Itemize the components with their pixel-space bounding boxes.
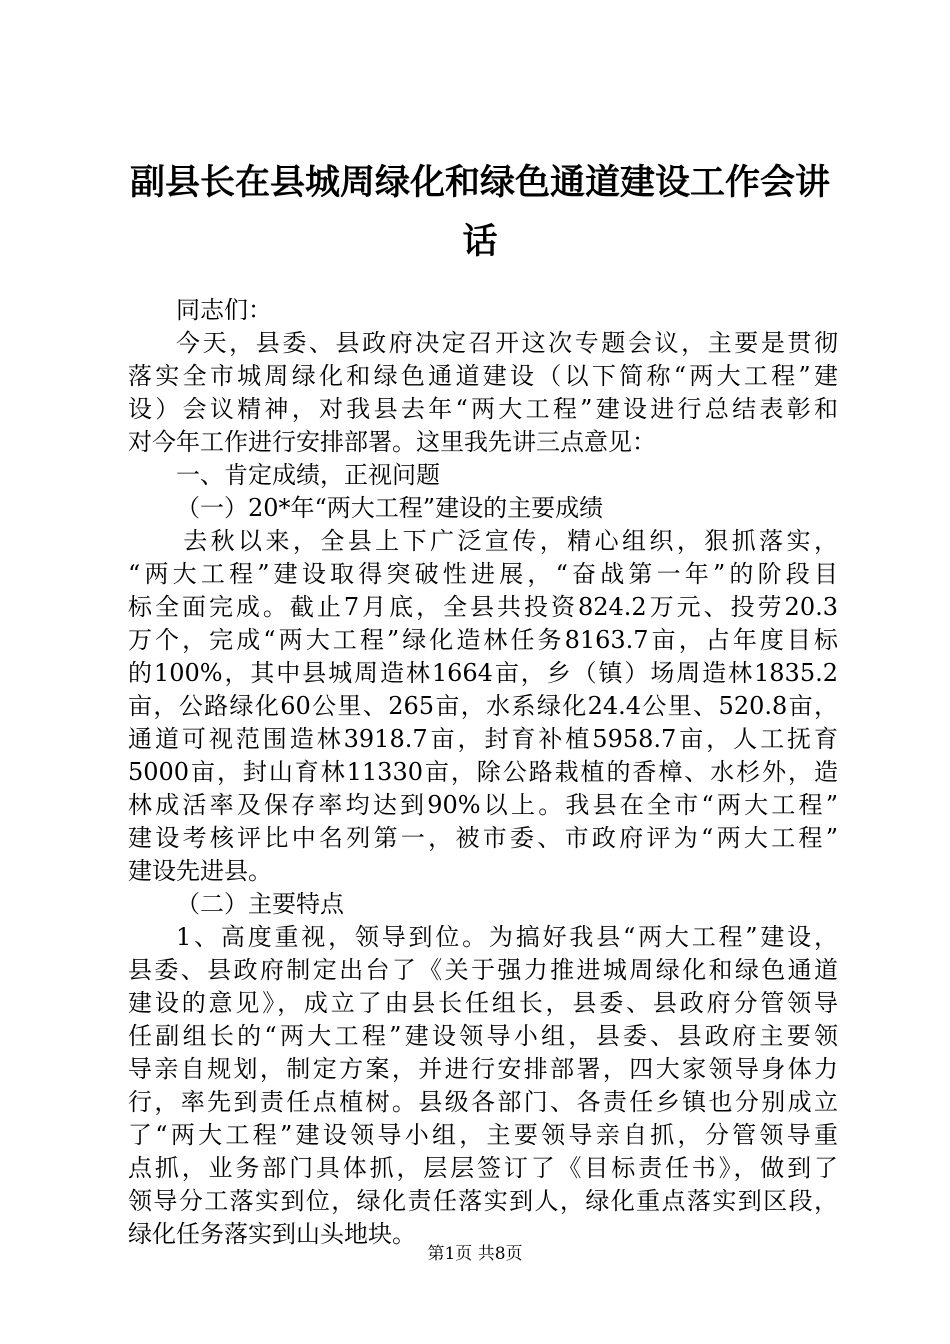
body-text-line: 落实全市城周绿化和绿色通道建设（以下简称“两大工程”建 bbox=[128, 362, 838, 390]
body-text-line: 5000亩，封山育林11330亩，除公路栽植的香樟、水杉外，造 bbox=[128, 758, 838, 786]
body-text-line: 任副组长的“两大工程”建设领导小组，县委、县政府主要领 bbox=[128, 1022, 838, 1050]
body-text-line: 亩，公路绿化60公里、265亩，水系绿化24.4公里、520.8亩， bbox=[128, 692, 838, 720]
body-text-line: 建设考核评比中名列第一，被市委、市政府评为“两大工程” bbox=[128, 824, 838, 852]
body-text-line: 1、高度重视，领导到位。为搞好我县“两大工程”建设， bbox=[176, 923, 838, 951]
body-text-line: 导亲自规划，制定方案，并进行安排部署，四大家领导身体力 bbox=[128, 1055, 838, 1083]
body-text-line: 通道可视范围造林3918.7亩，封育补植5958.7亩，人工抚育 bbox=[128, 725, 838, 753]
body-text-line: 林成活率及保存率均达到90%以上。我县在全市“两大工程” bbox=[128, 791, 838, 819]
body-text-line: 领导分工落实到位，绿化责任落实到人，绿化重点落实到区段， bbox=[128, 1187, 838, 1215]
body-text-line: 标全面完成。截止7月底，全县共投资824.2万元、投劳20.3 bbox=[128, 593, 838, 621]
body-text-line: 去秋以来，全县上下广泛宣传，精心组织，狠抓落实， bbox=[183, 527, 838, 555]
body-text-line: 了“两大工程”建设领导小组，主要领导亲自抓，分管领导重 bbox=[128, 1121, 838, 1149]
body-text-line: 同志们： bbox=[176, 296, 272, 324]
body-text-line: 建设的意见》，成立了由县长任组长，县委、县政府分管领导 bbox=[128, 989, 838, 1017]
body-text-line: “两大工程”建设取得突破性进展，“奋战第一年”的阶段目 bbox=[128, 560, 838, 588]
body-text-line: （二）主要特点 bbox=[176, 890, 344, 918]
body-text-line: 点抓，业务部门具体抓，层层签订了《目标责任书》，做到了 bbox=[128, 1154, 838, 1182]
document-title-line-2: 话 bbox=[462, 222, 498, 262]
body-text-line: 一、肯定成绩，正视问题 bbox=[176, 461, 440, 489]
body-text-line: 设）会议精神，对我县去年“两大工程”建设进行总结表彰和 bbox=[128, 395, 838, 423]
page-footer: 第1页 共8页 bbox=[427, 1244, 523, 1264]
body-text-line: 万个，完成“两大工程”绿化造林任务8163.7亩，占年度目标 bbox=[128, 626, 838, 654]
document-body bbox=[128, 294, 838, 1251]
body-text-line: 建设先进县。 bbox=[128, 857, 272, 885]
document-title-line-1: 副县长在县城周绿化和绿色通道建设工作会讲 bbox=[129, 163, 830, 203]
body-text-line: 绿化任务落实到山头地块。 bbox=[128, 1220, 416, 1248]
body-text-line: 的100%，其中县城周造林1664亩，乡（镇）场周造林1835.2 bbox=[128, 659, 838, 687]
body-text-line: 对今年工作进行安排部署。这里我先讲三点意见： bbox=[128, 428, 656, 456]
body-text-line: 县委、县政府制定出台了《关于强力推进城周绿化和绿色通道 bbox=[128, 956, 838, 984]
body-text-line: （一）20*年“两大工程”建设的主要成绩 bbox=[176, 494, 604, 522]
body-text-line: 今天，县委、县政府决定召开这次专题会议，主要是贯彻 bbox=[176, 329, 838, 357]
body-text-line: 行，率先到责任点植树。县级各部门、各责任乡镇也分别成立 bbox=[128, 1088, 838, 1116]
